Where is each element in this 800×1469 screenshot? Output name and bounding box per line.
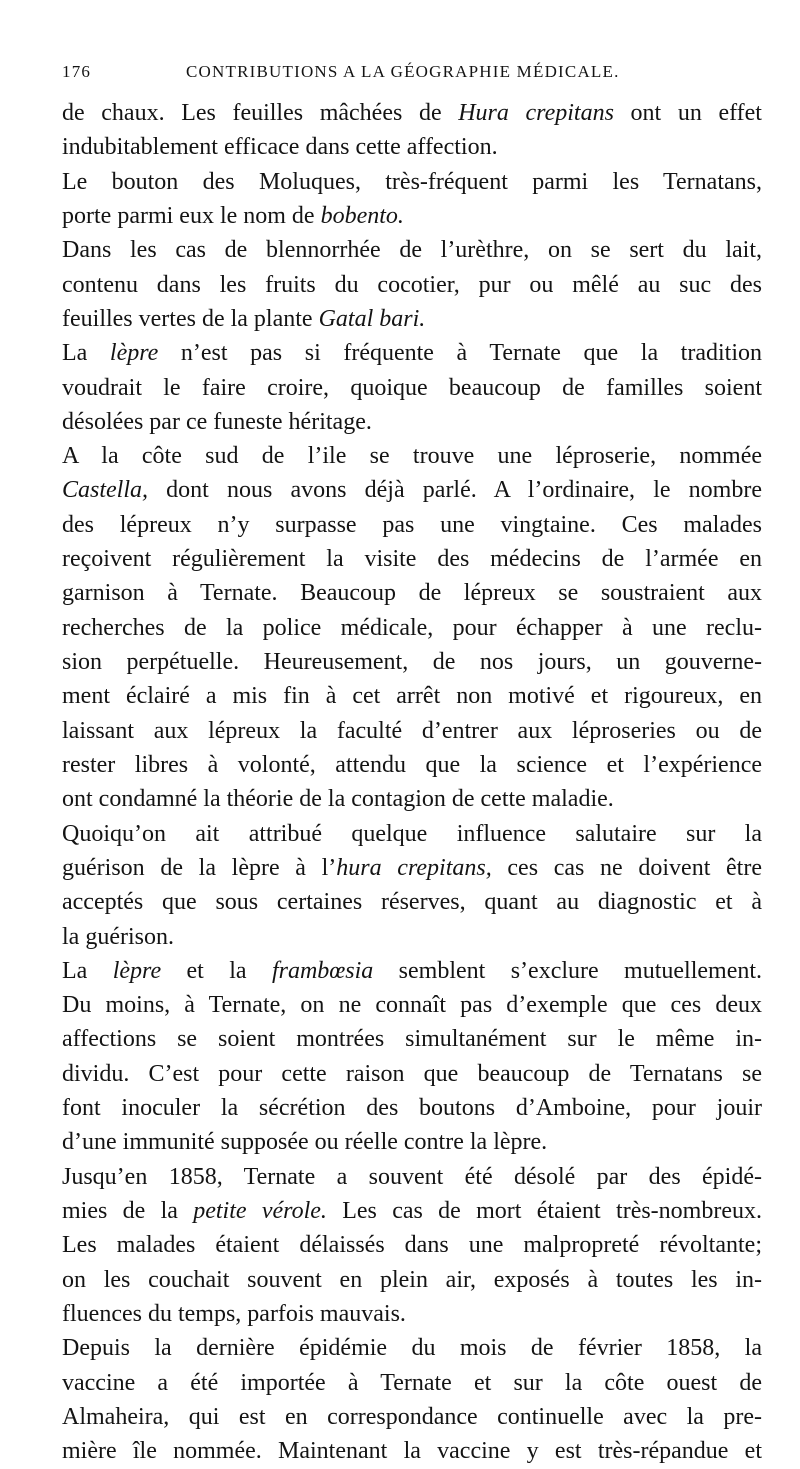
text-run: désolées par ce funeste héritage.: [62, 408, 372, 435]
text-run: voudrait le faire croire, quoique beaucoup de familles soient: [62, 374, 762, 401]
text-line: [62, 1228, 762, 1262]
italic-term: Hura crepitans: [458, 100, 614, 126]
text-line: [62, 542, 762, 576]
text-run: de chaux. Les feuilles mâchées de: [62, 100, 459, 126]
text-line: [62, 1400, 762, 1434]
text-line: [62, 1022, 762, 1056]
text-run: La: [62, 957, 113, 984]
text-line: [62, 96, 762, 130]
text-run: ont condamné la théorie de la contagion de cette maladie.: [62, 786, 614, 813]
text-line: [62, 302, 762, 336]
text-line: [62, 1091, 762, 1125]
text-line: [62, 508, 762, 542]
text-line: [62, 1057, 762, 1091]
text-line: [62, 1194, 762, 1228]
text-run: dont nous avons déjà parlé. A l’ordinaire, le nombre: [148, 477, 762, 504]
text-line: [62, 405, 762, 439]
page-number: 176: [62, 62, 92, 81]
text-run: laissant aux lépreux la faculté d’entrer aux léproseries ou de: [62, 717, 762, 744]
text-run: affections se soient montrées simultanément sur le même in-: [62, 1026, 762, 1053]
text-line: [62, 988, 762, 1022]
text-line: [62, 920, 762, 954]
text-run: Almaheira, qui est en correspondance continuelle avec la pre-: [62, 1403, 762, 1430]
text-line: [62, 782, 762, 816]
text-run: mies de la: [62, 1198, 194, 1224]
text-line: [62, 233, 762, 267]
text-line: [62, 199, 762, 233]
text-run: vaccine a été importée à Ternate et sur la côte ouest de: [62, 1369, 762, 1396]
text-line: [62, 817, 762, 851]
text-run: porte parmi eux le nom de: [62, 202, 321, 229]
text-line: [62, 473, 762, 507]
text-line: [62, 268, 762, 302]
running-title: CONTRIBUTIONS A LA GÉOGRAPHIE MÉDICALE.: [186, 62, 620, 81]
text-line: [62, 165, 762, 199]
text-line: [62, 885, 762, 919]
italic-term: lèpre: [112, 957, 162, 984]
text-run: Dans les cas de blennorrhée de l’urèthre, on se sert du lait,: [62, 237, 762, 264]
text-run: rester libres à volonté, attendu que la science et l’expérience: [62, 751, 762, 778]
text-run: Jusqu’en 1858, Ternate a souvent été désolé par des épidé-: [62, 1163, 762, 1190]
text-line: [62, 1434, 762, 1468]
text-run: Quoiqu’on ait attribué quelque influence salutaire sur la: [62, 820, 762, 847]
italic-term: bobento.: [320, 202, 404, 229]
italic-term: Gatal bari.: [318, 305, 426, 332]
text-run: recherches de la police médicale, pour échapper à une reclu-: [62, 614, 762, 641]
text-run: dividu. C’est pour cette raison que beaucoup de Ternatans se: [62, 1060, 762, 1087]
text-run: Les cas de mort étaient très-nombreux.: [326, 1198, 762, 1224]
text-run: fluences du temps, parfois mauvais.: [62, 1300, 406, 1327]
italic-term: frambœsia: [271, 957, 374, 984]
text-run: Les malades étaient délaissés dans une malpropreté révoltante;: [62, 1232, 762, 1259]
text-line: [62, 954, 762, 988]
italic-term: petite vérole.: [193, 1198, 327, 1224]
text-run: des lépreux n’y surpasse pas une vingtaine. Ces malades: [62, 511, 762, 538]
text-line: [62, 748, 762, 782]
text-run: mière île nommée. Maintenant la vaccine y est très-répandue et: [62, 1438, 762, 1465]
text-run: contenu dans les fruits du cocotier, pur ou mêlé au suc des: [62, 271, 762, 298]
text-run: on les couchait souvent en plein air, exposés à toutes les in-: [62, 1266, 762, 1293]
text-run: reçoivent régulièrement la visite des médecins de l’armée en: [62, 546, 762, 573]
text-line: [62, 130, 762, 164]
text-line: [62, 1297, 762, 1331]
text-run: A la côte sud de l’ile se trouve une léproserie, nommée: [62, 443, 762, 470]
text-run: d’une immunité supposée ou réelle contre la lèpre.: [62, 1129, 548, 1156]
text-line: [62, 336, 762, 370]
text-run: ces cas ne doivent être: [491, 854, 762, 881]
text-run: semblent s’exclure mutuellement.: [373, 957, 762, 984]
italic-term: Castella,: [62, 477, 149, 504]
text-line: [62, 1263, 762, 1297]
text-run: ment éclairé a mis fin à cet arrêt non motivé et rigoureux, en: [62, 683, 762, 710]
running-header: [62, 62, 762, 90]
text-line: [62, 439, 762, 473]
text-run: font inoculer la sécrétion des boutons d’Amboine, pour jouir: [62, 1095, 762, 1122]
text-run: feuilles vertes de la plante: [62, 305, 319, 332]
text-run: guérison de la lèpre à l’: [62, 854, 337, 881]
text-line: [62, 1331, 762, 1365]
text-run: La: [62, 340, 110, 367]
text-line: [62, 1160, 762, 1194]
text-line: [62, 611, 762, 645]
text-run: la guérison.: [62, 923, 174, 950]
text-run: Du moins, à Ternate, on ne connaît pas d’exemple que ces deux: [62, 992, 762, 1019]
body-text: [62, 96, 762, 1469]
text-line: [62, 1125, 762, 1159]
text-line: [62, 645, 762, 679]
text-run: acceptés que sous certaines réserves, quant au diagnostic et à: [62, 889, 762, 916]
text-line: [62, 1366, 762, 1400]
italic-term: lèpre: [109, 340, 159, 367]
text-run: Depuis la dernière épidémie du mois de février 1858, la: [62, 1335, 762, 1362]
text-run: indubitablement efficace dans cette affection.: [62, 134, 498, 161]
text-run: garnison à Ternate. Beaucoup de lépreux se soustraient aux: [62, 580, 762, 607]
text-line: [62, 714, 762, 748]
text-run: ont un effet: [613, 100, 762, 126]
text-run: n’est pas si fréquente à Ternate que la tradition: [158, 340, 762, 367]
text-line: [62, 851, 762, 885]
text-line: [62, 371, 762, 405]
text-line: [62, 576, 762, 610]
text-run: sion perpétuelle. Heureusement, de nos jours, un gouverne-: [62, 649, 762, 675]
text-run: Le bouton des Moluques, très-fréquent parmi les Ternatans,: [62, 168, 762, 195]
text-run: et la: [161, 957, 272, 984]
text-line: [62, 679, 762, 713]
italic-term: hura crepitans,: [336, 854, 492, 881]
